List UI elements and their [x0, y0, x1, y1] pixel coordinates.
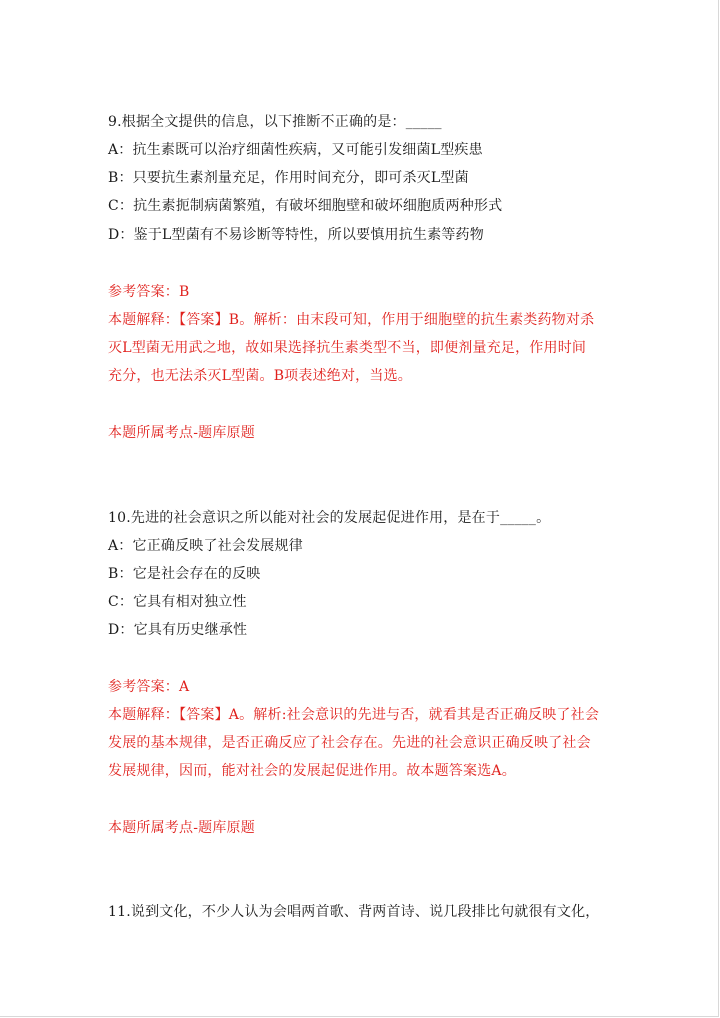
option-a: A：它正确反映了社会发展规律 [108, 538, 303, 554]
explanation-line: 本题解释：【答案】A。解析:社会意识的先进与否，就看其是否正确反映了社会 [108, 707, 600, 723]
question-stem: 11.说到文化，不少人认为会唱两首歌、背两首诗、说几段排比句就很有文化， [108, 904, 600, 920]
explanation-line: 充分，也无法杀灭L型菌。B项表述绝对，当选。 [108, 368, 412, 384]
question-stem: 10.先进的社会意识之所以能对社会的发展起促进作用，是在于_____。 [108, 510, 551, 526]
option-b: B：只要抗生素剂量充足，作用时间充分，即可杀灭L型菌 [108, 170, 469, 186]
reference-answer: 参考答案：B [108, 284, 190, 300]
explanation-line: 灭L型菌无用武之地，故如果选择抗生素类型不当，即便剂量充足，作用时间 [108, 340, 587, 356]
explanation-line: 发展规律，因而，能对社会的发展起促进作用。故本题答案选A。 [108, 763, 516, 779]
explanation-line: 发展的基本规律，是否正确反应了社会存在。先进的社会意识正确反映了社会 [108, 735, 591, 751]
explanation-line: 本题解释：【答案】B。解析：由末段可知，作用于细胞壁的抗生素类药物对杀 [108, 312, 595, 328]
option-c: C：抗生素扼制病菌繁殖，有破坏细胞壁和破坏细胞质两种形式 [108, 198, 503, 214]
question-stem: 9.根据全文提供的信息，以下推断不正确的是：_____ [108, 114, 442, 130]
option-d: D：它具有历史继承性 [108, 622, 248, 638]
option-b: B：它是社会存在的反映 [108, 566, 261, 582]
option-c: C：它具有相对独立性 [108, 594, 247, 610]
question-source: 本题所属考点-题库原题 [108, 425, 255, 441]
reference-answer: 参考答案：A [108, 679, 190, 695]
option-d: D：鉴于L型菌有不易诊断等特性，所以要慎用抗生素等药物 [108, 227, 484, 243]
option-a: A：抗生素既可以治疗细菌性疾病，又可能引发细菌L型疾患 [108, 142, 483, 158]
question-source: 本题所属考点-题库原题 [108, 820, 255, 836]
